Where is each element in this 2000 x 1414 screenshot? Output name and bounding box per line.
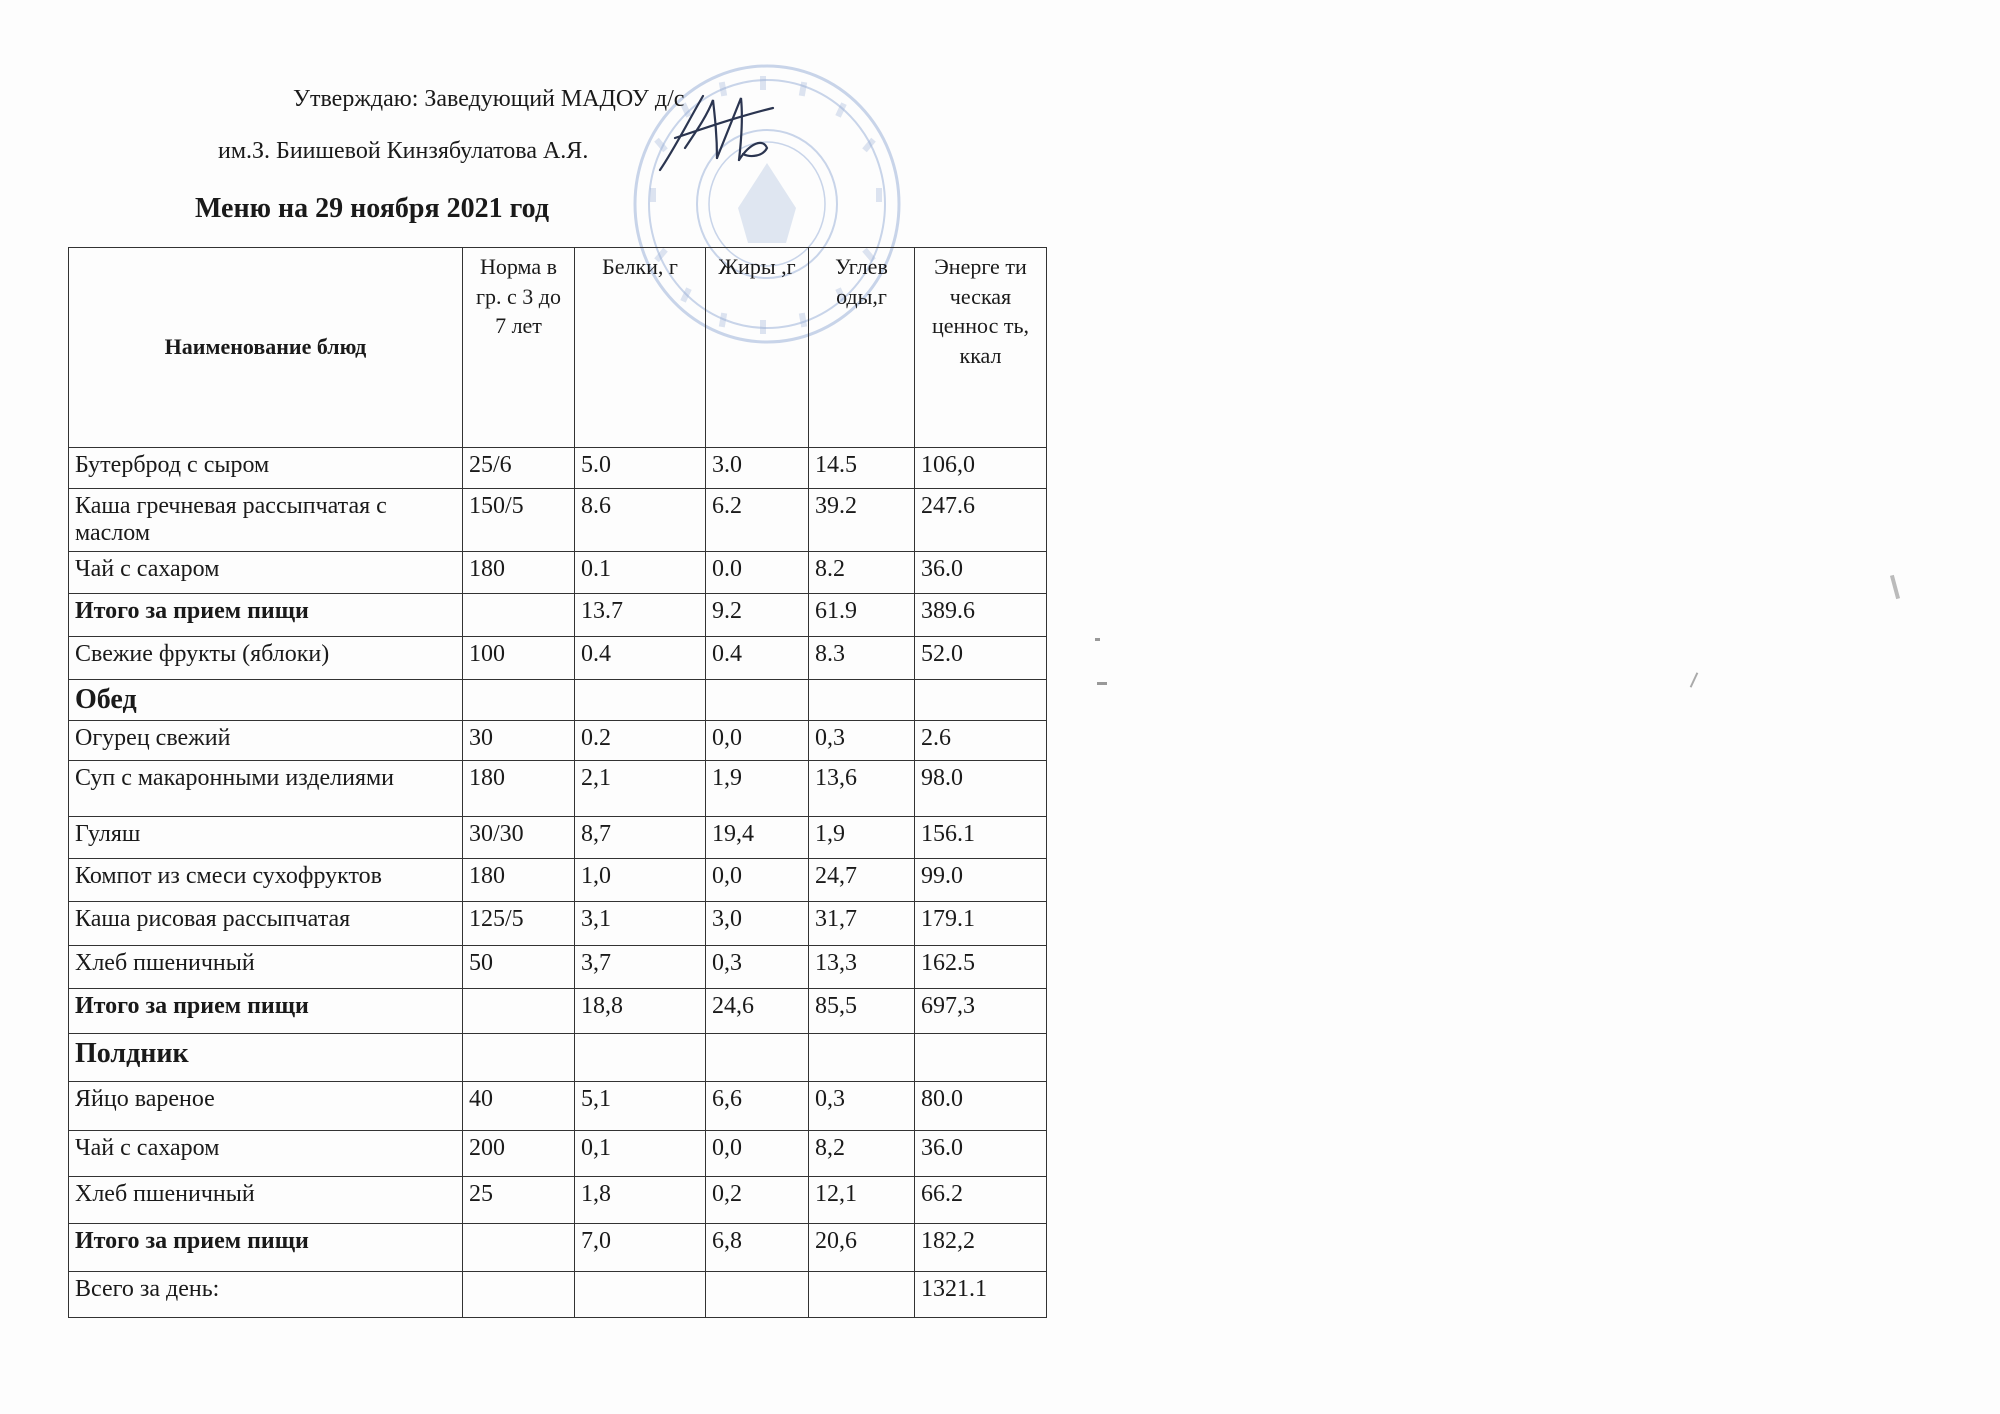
table-row	[69, 489, 1047, 552]
cell-protein: 8,7	[575, 816, 706, 858]
column-header-carbs: Углев оды,г	[809, 248, 915, 448]
cell-energy: 99.0	[915, 858, 1047, 901]
cell-carbs: 39.2	[809, 489, 915, 552]
cell-protein	[575, 1033, 706, 1081]
cell-protein: 2,1	[575, 760, 706, 816]
cell-fat: 6,8	[706, 1223, 809, 1271]
cell-protein: 5,1	[575, 1081, 706, 1130]
cell-protein: 8.6	[575, 489, 706, 552]
table-row	[69, 636, 1047, 679]
cell-protein: 0.2	[575, 720, 706, 760]
cell-name: Бутерброд с сыром	[69, 448, 463, 489]
cell-norm	[463, 988, 575, 1033]
cell-fat	[706, 1271, 809, 1317]
cell-name: Всего за день:	[69, 1271, 463, 1317]
cell-carbs: 8.2	[809, 551, 915, 593]
cell-protein	[575, 1271, 706, 1317]
cell-norm	[463, 1271, 575, 1317]
cell-norm: 100	[463, 636, 575, 679]
cell-energy: 162.5	[915, 945, 1047, 988]
cell-fat: 24,6	[706, 988, 809, 1033]
table-row	[69, 448, 1047, 489]
cell-protein: 7,0	[575, 1223, 706, 1271]
cell-name: Чай с сахаром	[69, 551, 463, 593]
cell-energy: 98.0	[915, 760, 1047, 816]
cell-name: Суп с макаронными изделиями	[69, 760, 463, 816]
cell-norm: 40	[463, 1081, 575, 1130]
table-row	[69, 551, 1047, 593]
cell-name: Каша рисовая рассыпчатая	[69, 901, 463, 945]
cell-norm: 180	[463, 551, 575, 593]
cell-fat: 0,0	[706, 720, 809, 760]
scan-speck	[1890, 575, 1900, 599]
approval-line-2: им.З. Биишевой Кинзябулатова А.Я.	[218, 138, 589, 164]
cell-fat: 0,0	[706, 1130, 809, 1176]
cell-carbs	[809, 1033, 915, 1081]
cell-protein: 0,1	[575, 1130, 706, 1176]
cell-fat: 0.0	[706, 551, 809, 593]
cell-fat: 6,6	[706, 1081, 809, 1130]
cell-carbs	[809, 679, 915, 720]
cell-fat	[706, 679, 809, 720]
cell-energy: 156.1	[915, 816, 1047, 858]
table-row	[69, 858, 1047, 901]
cell-energy: 1321.1	[915, 1271, 1047, 1317]
cell-name: Итого за прием пищи	[69, 593, 463, 636]
table-row	[69, 1033, 1047, 1081]
cell-energy: 80.0	[915, 1081, 1047, 1130]
cell-carbs: 24,7	[809, 858, 915, 901]
cell-fat	[706, 1033, 809, 1081]
cell-carbs: 61.9	[809, 593, 915, 636]
cell-energy: 2.6	[915, 720, 1047, 760]
cell-energy: 247.6	[915, 489, 1047, 552]
cell-name: Хлеб пшеничный	[69, 1176, 463, 1223]
cell-norm: 125/5	[463, 901, 575, 945]
cell-fat: 1,9	[706, 760, 809, 816]
column-header-fat: Жиры ,г	[706, 248, 809, 448]
cell-protein: 1,8	[575, 1176, 706, 1223]
cell-protein: 1,0	[575, 858, 706, 901]
cell-norm	[463, 679, 575, 720]
table-header-row	[69, 248, 1047, 448]
column-header-norm: Норма в гр. с 3 до 7 лет	[463, 248, 575, 448]
table-row	[69, 901, 1047, 945]
cell-carbs: 20,6	[809, 1223, 915, 1271]
cell-norm	[463, 1223, 575, 1271]
cell-norm	[463, 593, 575, 636]
cell-energy: 389.6	[915, 593, 1047, 636]
cell-norm: 30	[463, 720, 575, 760]
cell-name: Итого за прием пищи	[69, 988, 463, 1033]
cell-fat: 19,4	[706, 816, 809, 858]
cell-carbs: 14.5	[809, 448, 915, 489]
cell-norm: 25	[463, 1176, 575, 1223]
table-row	[69, 679, 1047, 720]
cell-norm: 180	[463, 760, 575, 816]
cell-name: Свежие фрукты (яблоки)	[69, 636, 463, 679]
cell-norm: 180	[463, 858, 575, 901]
scan-speck	[1690, 672, 1699, 687]
cell-energy	[915, 1033, 1047, 1081]
scan-speck	[1097, 682, 1107, 685]
cell-protein: 0.4	[575, 636, 706, 679]
cell-energy: 36.0	[915, 1130, 1047, 1176]
cell-name: Каша гречневая рассыпчатая с маслом	[69, 489, 463, 552]
cell-carbs: 0,3	[809, 720, 915, 760]
cell-name: Итого за прием пищи	[69, 1223, 463, 1271]
cell-energy: 36.0	[915, 551, 1047, 593]
cell-name: Хлеб пшеничный	[69, 945, 463, 988]
cell-norm: 150/5	[463, 489, 575, 552]
cell-energy: 697,3	[915, 988, 1047, 1033]
table-row	[69, 593, 1047, 636]
cell-energy: 182,2	[915, 1223, 1047, 1271]
cell-protein: 5.0	[575, 448, 706, 489]
cell-protein: 3,7	[575, 945, 706, 988]
cell-protein: 13.7	[575, 593, 706, 636]
cell-protein: 0.1	[575, 551, 706, 593]
table-row	[69, 760, 1047, 816]
cell-fat: 0.4	[706, 636, 809, 679]
cell-norm: 50	[463, 945, 575, 988]
cell-carbs: 85,5	[809, 988, 915, 1033]
table-row	[69, 1081, 1047, 1130]
menu-table	[68, 247, 1047, 1318]
cell-fat: 0,3	[706, 945, 809, 988]
cell-name: Чай с сахаром	[69, 1130, 463, 1176]
cell-protein: 3,1	[575, 901, 706, 945]
cell-norm: 25/6	[463, 448, 575, 489]
cell-name: Яйцо вареное	[69, 1081, 463, 1130]
approval-line-1: Утверждаю: Заведующий МАДОУ д/с	[293, 86, 685, 112]
menu-table-body	[69, 448, 1047, 1318]
cell-energy	[915, 679, 1047, 720]
cell-carbs: 8,2	[809, 1130, 915, 1176]
cell-name: Компот из смеси сухофруктов	[69, 858, 463, 901]
cell-name: Огурец свежий	[69, 720, 463, 760]
cell-carbs: 13,3	[809, 945, 915, 988]
table-row	[69, 945, 1047, 988]
page-title: Меню на 29 ноября 2021 год	[195, 193, 549, 224]
cell-protein: 18,8	[575, 988, 706, 1033]
cell-name: Полдник	[69, 1033, 463, 1081]
column-header-protein: Белки, г	[575, 248, 706, 448]
table-row	[69, 1223, 1047, 1271]
cell-fat: 3.0	[706, 448, 809, 489]
cell-carbs: 1,9	[809, 816, 915, 858]
cell-fat: 9.2	[706, 593, 809, 636]
cell-protein	[575, 679, 706, 720]
cell-norm: 30/30	[463, 816, 575, 858]
table-row	[69, 816, 1047, 858]
column-header-name: Наименование блюд	[69, 248, 463, 448]
cell-fat: 0,2	[706, 1176, 809, 1223]
column-header-energy: Энерге ти ческая ценнос ть, ккал	[915, 248, 1047, 448]
cell-fat: 0,0	[706, 858, 809, 901]
cell-norm: 200	[463, 1130, 575, 1176]
cell-carbs: 8.3	[809, 636, 915, 679]
cell-fat: 6.2	[706, 489, 809, 552]
cell-energy: 106,0	[915, 448, 1047, 489]
table-row	[69, 1176, 1047, 1223]
scan-speck	[1095, 638, 1100, 641]
cell-name: Обед	[69, 679, 463, 720]
cell-fat: 3,0	[706, 901, 809, 945]
table-row	[69, 1271, 1047, 1317]
cell-energy: 66.2	[915, 1176, 1047, 1223]
cell-name: Гуляш	[69, 816, 463, 858]
cell-carbs: 13,6	[809, 760, 915, 816]
cell-carbs: 0,3	[809, 1081, 915, 1130]
cell-energy: 52.0	[915, 636, 1047, 679]
table-row	[69, 720, 1047, 760]
table-row	[69, 1130, 1047, 1176]
cell-carbs: 31,7	[809, 901, 915, 945]
cell-carbs	[809, 1271, 915, 1317]
table-row	[69, 988, 1047, 1033]
cell-norm	[463, 1033, 575, 1081]
cell-energy: 179.1	[915, 901, 1047, 945]
cell-carbs: 12,1	[809, 1176, 915, 1223]
